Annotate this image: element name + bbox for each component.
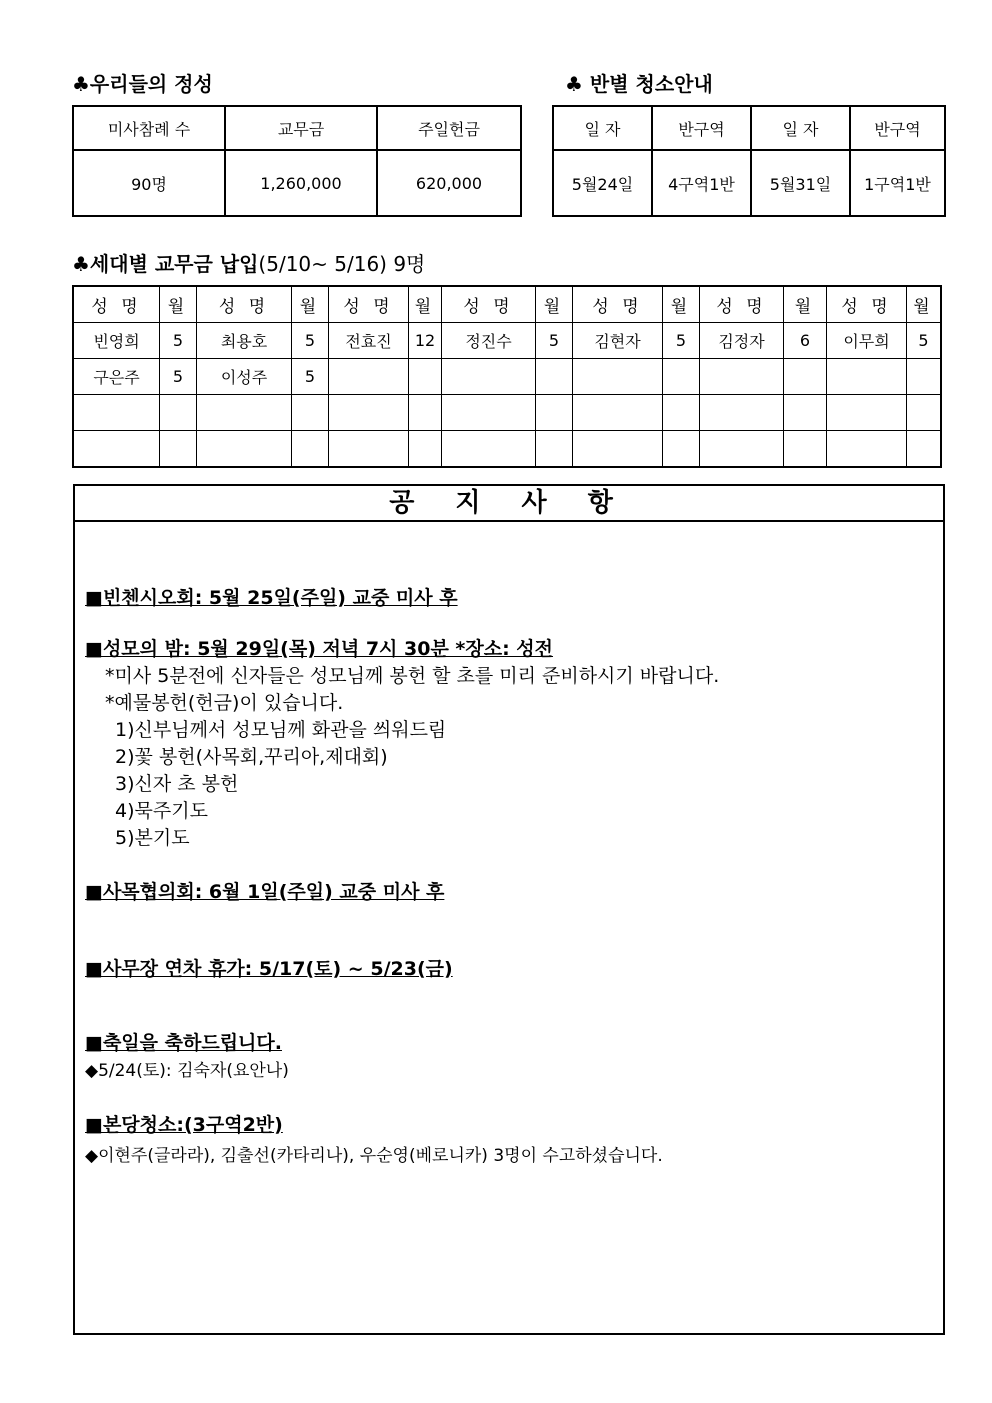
dues-cell-name: 이무희	[827, 323, 907, 359]
notice-item-mary-night-text: ■성모의 밤: 5월 29일(목) 저녁 7시 30분 *장소: 성전	[85, 638, 554, 660]
offering-value-attendance: 90명	[73, 150, 225, 216]
dues-cell-month: 5	[663, 323, 700, 359]
notice-item-vacation-text: ■사무장 연차 휴가: 5/17(토) ~ 5/23(금)	[85, 958, 453, 980]
dues-cell-name: 최용호	[197, 323, 292, 359]
dues-cell-name	[573, 395, 663, 431]
dues-cell-name	[573, 359, 663, 395]
dues-cell-month: 5	[292, 359, 329, 395]
dues-cell-month: 5	[536, 323, 573, 359]
dues-cell-name	[329, 395, 409, 431]
dues-cell-month	[663, 431, 700, 468]
cleaning-header-date-1: 일 자	[553, 106, 652, 150]
notice-line: 4)묵주기도	[115, 800, 208, 822]
dues-cell-month	[536, 431, 573, 468]
dues-cell-name: 김현자	[573, 323, 663, 359]
dues-header-month: 월	[536, 286, 573, 323]
dues-cell-name: 이성주	[197, 359, 292, 395]
offering-header-sunday: 주일헌금	[377, 106, 521, 150]
dues-header-name: 성 명	[442, 286, 536, 323]
dues-header-name: 성 명	[73, 286, 160, 323]
dues-row	[73, 323, 941, 359]
dues-header-month: 월	[663, 286, 700, 323]
dues-cell-name	[73, 431, 160, 468]
dues-title-main: ♣세대별 교무금 납입	[72, 252, 259, 276]
dues-cell-month	[536, 359, 573, 395]
notice-feast-detail: ◆5/24(토): 김숙자(요안나)	[85, 1061, 289, 1081]
dues-cell-month	[907, 359, 942, 395]
notice-item-cleaning	[85, 1110, 283, 1137]
dues-cell-name: 전효진	[329, 323, 409, 359]
notice-line: *예물봉헌(헌금)이 있습니다.	[105, 692, 344, 714]
offering-value-dues: 1,260,000	[225, 150, 377, 216]
notice-line: 5)본기도	[115, 827, 190, 849]
cleaning-value-area-2: 1구역1반	[850, 150, 945, 216]
dues-header-month: 월	[409, 286, 442, 323]
dues-title-period: (5/10~ 5/16) 9명	[258, 252, 426, 276]
dues-header-name: 성 명	[827, 286, 907, 323]
notice-item-vincent-text: ■빈첸시오회: 5월 25일(주일) 교중 미사 후	[85, 587, 458, 609]
notice-box	[73, 484, 945, 1335]
notice-item-cleaning-text: ■본당청소:(3구역2반)	[85, 1114, 283, 1136]
dues-cell-month	[292, 431, 329, 468]
dues-cell-name	[197, 431, 292, 468]
dues-row	[73, 395, 941, 431]
dues-cell-month	[784, 359, 827, 395]
offering-title: ♣우리들의 정성	[72, 72, 213, 96]
notice-item-vincent	[85, 583, 458, 610]
dues-row	[73, 431, 941, 468]
dues-cell-month	[292, 395, 329, 431]
dues-header-name: 성 명	[329, 286, 409, 323]
dues-cell-month: 5	[292, 323, 329, 359]
dues-header-name: 성 명	[197, 286, 292, 323]
cleaning-header-date-2: 일 자	[751, 106, 850, 150]
dues-cell-month	[409, 431, 442, 468]
dues-cell-name	[442, 431, 536, 468]
cleaning-value-date-2: 5월31일	[751, 150, 850, 216]
dues-cell-month	[784, 395, 827, 431]
dues-cell-month	[536, 395, 573, 431]
offering-header-attendance: 미사참례 수	[73, 106, 225, 150]
notice-item-feast	[85, 1028, 282, 1055]
notice-line: 1)신부님께서 성모님께 화관을 씌워드림	[115, 719, 447, 741]
notice-cleaning-detail: ◆이현주(글라라), 김출선(카타리나), 우순영(베로니카) 3명이 수고하셨습니다.	[85, 1146, 663, 1166]
dues-cell-month	[784, 431, 827, 468]
dues-cell-month	[663, 359, 700, 395]
dues-header-month: 월	[160, 286, 197, 323]
dues-cell-month	[663, 395, 700, 431]
notice-item-council	[85, 877, 444, 904]
notice-item-mary-night	[85, 634, 553, 661]
dues-cell-name	[329, 359, 409, 395]
offering-table	[72, 105, 522, 217]
dues-cell-name	[700, 431, 784, 468]
notice-heading: 공 지 사 항	[75, 486, 943, 522]
cleaning-header-area-2: 반구역	[850, 106, 945, 150]
dues-cell-name	[442, 395, 536, 431]
dues-cell-name: 구은주	[73, 359, 160, 395]
notice-item-vacation	[85, 954, 453, 981]
dues-cell-month	[160, 395, 197, 431]
dues-table	[72, 285, 942, 468]
cleaning-title: ♣ 반별 청소안내	[565, 72, 713, 96]
dues-cell-name	[827, 431, 907, 468]
dues-header-name: 성 명	[573, 286, 663, 323]
dues-cell-name: 빈영희	[73, 323, 160, 359]
cleaning-table	[552, 105, 946, 217]
dues-cell-name: 정진수	[442, 323, 536, 359]
dues-cell-month	[160, 431, 197, 468]
offering-header-dues: 교무금	[225, 106, 377, 150]
notice-line: 3)신자 초 봉헌	[115, 773, 239, 795]
dues-cell-name	[573, 431, 663, 468]
notice-item-council-text: ■사목협의회: 6월 1일(주일) 교중 미사 후	[85, 881, 445, 903]
cleaning-value-date-1: 5월24일	[553, 150, 652, 216]
dues-row	[73, 359, 941, 395]
notice-item-feast-text: ■축일을 축하드립니다.	[85, 1032, 282, 1054]
dues-cell-month: 5	[160, 359, 197, 395]
dues-cell-month	[907, 431, 942, 468]
dues-cell-name	[827, 395, 907, 431]
dues-header-month: 월	[292, 286, 329, 323]
dues-header-month: 월	[907, 286, 942, 323]
offering-value-sunday: 620,000	[377, 150, 521, 216]
cleaning-value-area-1: 4구역1반	[652, 150, 751, 216]
dues-cell-name: 김정자	[700, 323, 784, 359]
dues-header-name: 성 명	[700, 286, 784, 323]
dues-cell-name	[329, 431, 409, 468]
cleaning-header-area-1: 반구역	[652, 106, 751, 150]
dues-cell-month	[409, 359, 442, 395]
dues-cell-month	[907, 395, 942, 431]
notice-line: *미사 5분전에 신자들은 성모님께 봉헌 할 초를 미리 준비하시기 바랍니다.	[105, 665, 720, 687]
notice-line: 2)꽃 봉헌(사목회,꾸리아,제대회)	[115, 746, 388, 768]
dues-cell-month: 5	[907, 323, 942, 359]
dues-cell-name	[700, 359, 784, 395]
dues-cell-month: 5	[160, 323, 197, 359]
dues-header-month: 월	[784, 286, 827, 323]
dues-cell-name	[197, 395, 292, 431]
dues-title	[72, 248, 425, 277]
dues-cell-name	[700, 395, 784, 431]
dues-cell-month: 6	[784, 323, 827, 359]
dues-cell-name	[442, 359, 536, 395]
dues-cell-name	[73, 395, 160, 431]
dues-cell-month	[409, 395, 442, 431]
dues-cell-month: 12	[409, 323, 442, 359]
dues-cell-name	[827, 359, 907, 395]
